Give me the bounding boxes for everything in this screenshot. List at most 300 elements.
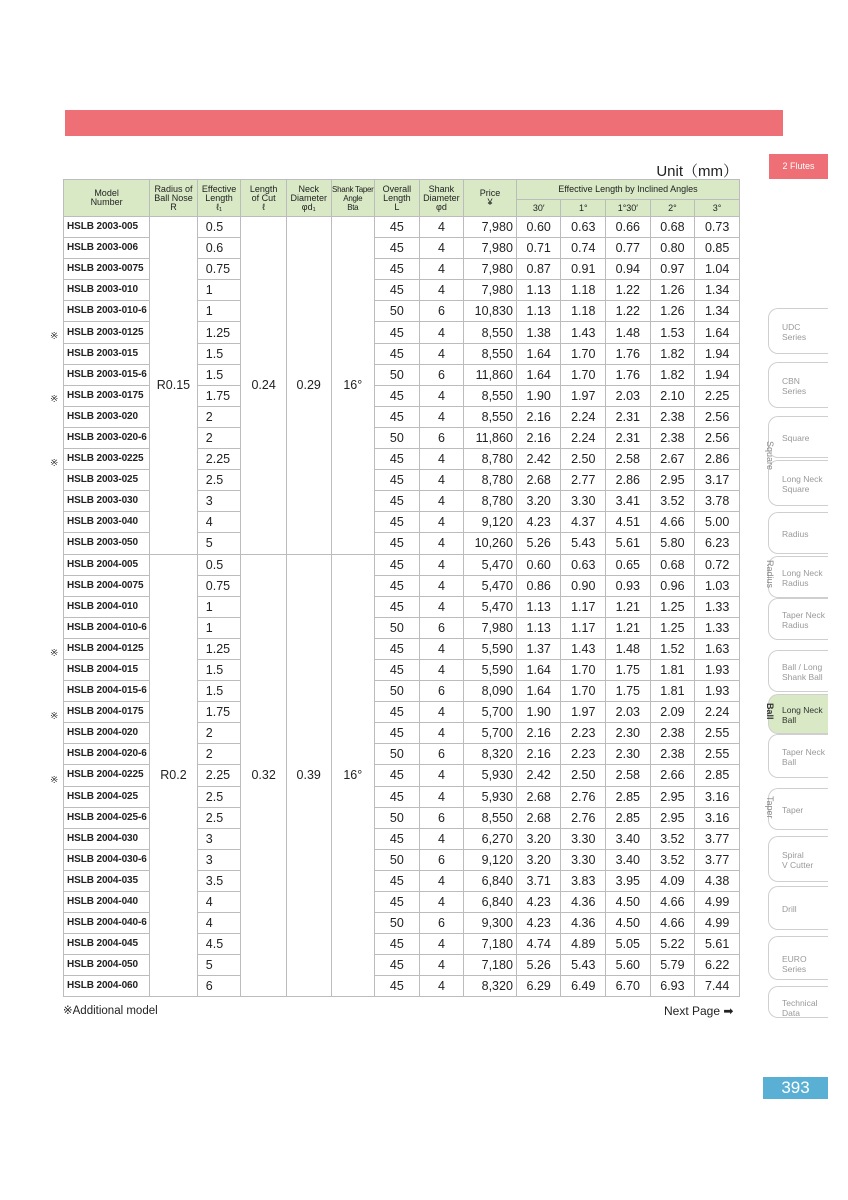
inclined-length: 2.85 [606, 807, 651, 828]
overall-length: 50 [375, 807, 420, 828]
price: 5,930 [464, 765, 517, 786]
effective-length: 2.25 [197, 449, 241, 470]
price: 7,980 [464, 217, 517, 238]
inclined-length: 2.38 [650, 744, 695, 765]
inclined-length: 1.70 [561, 659, 606, 680]
sidebar-tab-label: Long Neck [782, 705, 823, 715]
inclined-length: 2.24 [561, 427, 606, 448]
inclined-length: 2.76 [561, 786, 606, 807]
inclined-length: 1.81 [650, 659, 695, 680]
model-number: HSLB 2003-020-6 [64, 427, 150, 448]
vertical-label-square: Square [765, 441, 775, 471]
price: 5,470 [464, 596, 517, 617]
inclined-length: 2.58 [606, 449, 651, 470]
inclined-length: 4.66 [650, 512, 695, 533]
inclined-length: 3.52 [650, 849, 695, 870]
shank-diameter: 4 [419, 786, 464, 807]
price: 8,550 [464, 343, 517, 364]
shank-diameter: 6 [419, 364, 464, 385]
inclined-length: 5.00 [695, 512, 740, 533]
additional-model-mark: ※ [50, 394, 59, 406]
inclined-length: 0.94 [606, 259, 651, 280]
next-page-link[interactable] [664, 1004, 733, 1018]
inclined-length: 0.63 [561, 217, 606, 238]
inclined-length: 2.16 [516, 427, 561, 448]
inclined-length: 0.90 [561, 575, 606, 596]
spec-table [63, 179, 740, 997]
arrow-right-icon: ➡ [723, 1004, 734, 1018]
inclined-length: 1.38 [516, 322, 561, 343]
inclined-length: 1.33 [695, 596, 740, 617]
inclined-length: 4.99 [695, 892, 740, 913]
price: 11,860 [464, 364, 517, 385]
inclined-length: 2.55 [695, 723, 740, 744]
effective-length: 1.75 [197, 702, 241, 723]
header-effective-length: Effective Length ℓ₁ [197, 180, 241, 217]
sidebar-tab[interactable] [768, 362, 828, 408]
model-number: HSLB 2004-045 [64, 934, 150, 955]
overall-length: 45 [375, 702, 420, 723]
length-of-cut: 0.24 [241, 217, 287, 555]
effective-length: 1 [197, 280, 241, 301]
model-number: HSLB 2004-0175 [64, 702, 150, 723]
inclined-length: 1.64 [516, 364, 561, 385]
inclined-length: 0.85 [695, 238, 740, 259]
shank-diameter: 4 [419, 512, 464, 533]
model-number: HSLB 2004-0075 [64, 575, 150, 596]
shank-diameter: 4 [419, 470, 464, 491]
price: 7,980 [464, 238, 517, 259]
shank-diameter: 4 [419, 238, 464, 259]
shank-diameter: 4 [419, 659, 464, 680]
inclined-length: 2.95 [650, 470, 695, 491]
inclined-length: 4.50 [606, 892, 651, 913]
model-number: HSLB 2004-030 [64, 828, 150, 849]
effective-length: 2 [197, 744, 241, 765]
price: 8,090 [464, 681, 517, 702]
inclined-length: 1.52 [650, 638, 695, 659]
page-number: 393 [763, 1077, 828, 1099]
inclined-length: 2.85 [695, 765, 740, 786]
header-taper-angle: Shank Taper Angle Bta [331, 180, 375, 217]
inclined-length: 3.95 [606, 870, 651, 891]
inclined-length: 2.56 [695, 427, 740, 448]
inclined-length: 4.99 [695, 913, 740, 934]
model-number: HSLB 2004-025-6 [64, 807, 150, 828]
effective-length: 4 [197, 913, 241, 934]
inclined-length: 6.23 [695, 533, 740, 554]
price: 5,470 [464, 575, 517, 596]
overall-length: 45 [375, 786, 420, 807]
inclined-length: 1.94 [695, 343, 740, 364]
effective-length: 1.5 [197, 659, 241, 680]
effective-length: 2.5 [197, 470, 241, 491]
flutes-tab[interactable]: 2 Flutes [769, 154, 828, 179]
sidebar-tab-label: Shank Ball [782, 672, 823, 682]
inclined-length: 2.85 [606, 786, 651, 807]
price: 9,120 [464, 512, 517, 533]
sidebar-tab[interactable] [768, 836, 828, 882]
overall-length: 45 [375, 533, 420, 554]
model-number: HSLB 2003-030 [64, 491, 150, 512]
sidebar-tab[interactable] [768, 936, 828, 980]
model-number: HSLB 2003-010 [64, 280, 150, 301]
inclined-length: 1.64 [516, 681, 561, 702]
shank-diameter: 4 [419, 638, 464, 659]
model-number: HSLB 2003-0125 [64, 322, 150, 343]
model-number: HSLB 2003-006 [64, 238, 150, 259]
price: 9,300 [464, 913, 517, 934]
inclined-length: 1.63 [695, 638, 740, 659]
inclined-length: 1.93 [695, 681, 740, 702]
sidebar-tab-label: EURO Series [782, 954, 807, 974]
model-number: HSLB 2004-040 [64, 892, 150, 913]
header-length-of-cut: Length of Cut ℓ [241, 180, 287, 217]
price: 10,260 [464, 533, 517, 554]
overall-length: 45 [375, 470, 420, 491]
shank-diameter: 6 [419, 617, 464, 638]
shank-diameter: 6 [419, 681, 464, 702]
inclined-length: 1.13 [516, 301, 561, 322]
overall-length: 45 [375, 343, 420, 364]
model-number: HSLB 2004-030-6 [64, 849, 150, 870]
ball-radius: R0.2 [150, 554, 198, 997]
shank-diameter: 4 [419, 491, 464, 512]
inclined-length: 3.78 [695, 491, 740, 512]
inclined-length: 2.42 [516, 765, 561, 786]
header-inclined-angles: Effective Length by Inclined Angles [516, 180, 739, 200]
header-neck-diameter: Neck Diameter φd₁ [286, 180, 331, 217]
inclined-length: 2.24 [695, 702, 740, 723]
model-number: HSLB 2003-015 [64, 343, 150, 364]
inclined-length: 4.66 [650, 892, 695, 913]
inclined-length: 1.17 [561, 617, 606, 638]
overall-length: 45 [375, 280, 420, 301]
shank-diameter: 4 [419, 765, 464, 786]
inclined-length: 1.18 [561, 301, 606, 322]
inclined-length: 2.23 [561, 744, 606, 765]
inclined-length: 2.55 [695, 744, 740, 765]
overall-length: 50 [375, 364, 420, 385]
inclined-length: 0.87 [516, 259, 561, 280]
inclined-length: 5.43 [561, 955, 606, 976]
inclined-length: 2.23 [561, 723, 606, 744]
inclined-length: 1.22 [606, 280, 651, 301]
sidebar-tab-label: Taper Neck [782, 747, 825, 757]
inclined-length: 5.22 [650, 934, 695, 955]
model-number: HSLB 2003-010-6 [64, 301, 150, 322]
effective-length: 1.5 [197, 681, 241, 702]
effective-length: 2 [197, 427, 241, 448]
header-price: Price ¥ [464, 180, 517, 217]
inclined-length: 2.50 [561, 765, 606, 786]
shank-diameter: 4 [419, 533, 464, 554]
overall-length: 50 [375, 301, 420, 322]
sidebar-tab[interactable] [768, 556, 828, 598]
shank-diameter: 4 [419, 723, 464, 744]
inclined-length: 1.17 [561, 596, 606, 617]
table-row [64, 217, 740, 238]
inclined-length: 1.34 [695, 301, 740, 322]
inclined-length: 2.09 [650, 702, 695, 723]
inclined-length: 1.97 [561, 385, 606, 406]
price: 5,590 [464, 638, 517, 659]
sidebar-tab[interactable] [768, 512, 828, 554]
overall-length: 45 [375, 596, 420, 617]
sidebar-tab-label: Ball [782, 757, 797, 767]
sidebar-tab-label: Taper Neck [782, 610, 825, 620]
effective-length: 5 [197, 955, 241, 976]
inclined-length: 4.23 [516, 913, 561, 934]
inclined-length: 2.30 [606, 723, 651, 744]
inclined-length: 3.16 [695, 786, 740, 807]
inclined-length: 4.36 [561, 892, 606, 913]
inclined-length: 1.70 [561, 364, 606, 385]
sidebar-tab[interactable] [768, 886, 828, 930]
inclined-length: 1.25 [650, 617, 695, 638]
shank-diameter: 4 [419, 575, 464, 596]
shank-taper-angle: 16° [331, 217, 375, 555]
inclined-length: 2.95 [650, 807, 695, 828]
model-number: HSLB 2003-0075 [64, 259, 150, 280]
sidebar-tab[interactable] [768, 694, 828, 734]
inclined-length: 4.51 [606, 512, 651, 533]
price: 8,550 [464, 807, 517, 828]
shank-diameter: 4 [419, 702, 464, 723]
additional-model-mark: ※ [50, 457, 59, 469]
effective-length: 3.5 [197, 870, 241, 891]
sidebar-tab-label: Square [782, 484, 810, 494]
inclined-length: 1.37 [516, 638, 561, 659]
inclined-length: 1.82 [650, 343, 695, 364]
inclined-length: 1.81 [650, 681, 695, 702]
sidebar-tab-label: Technical Data [782, 998, 818, 1018]
inclined-length: 0.86 [516, 575, 561, 596]
overall-length: 45 [375, 491, 420, 512]
sidebar-tab[interactable] [768, 416, 828, 458]
inclined-length: 1.48 [606, 322, 651, 343]
inclined-length: 2.50 [561, 449, 606, 470]
inclined-length: 1.90 [516, 385, 561, 406]
inclined-length: 1.34 [695, 280, 740, 301]
sidebar-tab[interactable] [768, 598, 828, 640]
inclined-length: 2.31 [606, 427, 651, 448]
shank-diameter: 4 [419, 870, 464, 891]
effective-length: 4 [197, 892, 241, 913]
inclined-length: 1.43 [561, 638, 606, 659]
inclined-length: 1.90 [516, 702, 561, 723]
additional-model-mark: ※ [50, 648, 59, 659]
inclined-length: 1.76 [606, 364, 651, 385]
effective-length: 5 [197, 533, 241, 554]
inclined-length: 0.60 [516, 554, 561, 575]
inclined-length: 2.16 [516, 406, 561, 427]
model-number: HSLB 2003-005 [64, 217, 150, 238]
overall-length: 45 [375, 575, 420, 596]
model-number: HSLB 2004-035 [64, 870, 150, 891]
neck-diameter: 0.39 [286, 554, 331, 997]
shank-diameter: 4 [419, 259, 464, 280]
inclined-length: 5.60 [606, 955, 651, 976]
overall-length: 45 [375, 449, 420, 470]
effective-length: 3 [197, 491, 241, 512]
inclined-length: 4.50 [606, 913, 651, 934]
sidebar-tab[interactable] [768, 986, 828, 1018]
inclined-length: 2.42 [516, 449, 561, 470]
shank-diameter: 4 [419, 280, 464, 301]
model-number: HSLB 2004-015-6 [64, 681, 150, 702]
inclined-length: 2.68 [516, 470, 561, 491]
price: 5,930 [464, 786, 517, 807]
header-angle-2deg: 2° [650, 200, 695, 217]
model-number: HSLB 2004-015 [64, 659, 150, 680]
inclined-length: 1.26 [650, 301, 695, 322]
inclined-length: 5.43 [561, 533, 606, 554]
inclined-length: 3.20 [516, 849, 561, 870]
sidebar-tab[interactable] [768, 308, 828, 354]
inclined-length: 1.64 [516, 343, 561, 364]
effective-length: 1.5 [197, 343, 241, 364]
shank-diameter: 4 [419, 343, 464, 364]
inclined-length: 2.30 [606, 744, 651, 765]
spec-table-body [64, 217, 740, 997]
inclined-length: 1.43 [561, 322, 606, 343]
length-of-cut: 0.32 [241, 554, 287, 997]
overall-length: 45 [375, 870, 420, 891]
inclined-length: 5.26 [516, 533, 561, 554]
inclined-length: 3.77 [695, 828, 740, 849]
inclined-length: 2.67 [650, 449, 695, 470]
inclined-length: 1.70 [561, 681, 606, 702]
overall-length: 50 [375, 744, 420, 765]
price: 8,550 [464, 322, 517, 343]
inclined-length: 2.76 [561, 807, 606, 828]
sidebar-tab-label: Radius [782, 620, 809, 630]
inclined-length: 2.03 [606, 385, 651, 406]
inclined-length: 2.86 [695, 449, 740, 470]
model-number: HSLB 2004-060 [64, 976, 150, 997]
overall-length: 45 [375, 638, 420, 659]
overall-length: 50 [375, 849, 420, 870]
model-number: HSLB 2003-0225 [64, 449, 150, 470]
effective-length: 6 [197, 976, 241, 997]
inclined-length: 0.93 [606, 575, 651, 596]
inclined-length: 2.38 [650, 427, 695, 448]
inclined-length: 3.20 [516, 828, 561, 849]
inclined-length: 1.21 [606, 617, 651, 638]
ball-radius: R0.15 [150, 217, 198, 555]
inclined-length: 0.68 [650, 217, 695, 238]
effective-length: 1 [197, 596, 241, 617]
model-number: HSLB 2004-0125 [64, 638, 150, 659]
inclined-length: 1.04 [695, 259, 740, 280]
inclined-length: 0.97 [650, 259, 695, 280]
effective-length: 0.5 [197, 554, 241, 575]
model-number: HSLB 2003-015-6 [64, 364, 150, 385]
shank-diameter: 4 [419, 217, 464, 238]
shank-diameter: 4 [419, 449, 464, 470]
header-overall-length: Overall Length L [375, 180, 420, 217]
shank-diameter: 4 [419, 554, 464, 575]
inclined-length: 6.22 [695, 955, 740, 976]
shank-diameter: 4 [419, 892, 464, 913]
price: 8,320 [464, 976, 517, 997]
inclined-length: 0.80 [650, 238, 695, 259]
inclined-length: 3.20 [516, 491, 561, 512]
inclined-length: 3.30 [561, 491, 606, 512]
inclined-length: 0.68 [650, 554, 695, 575]
sidebar-tab-label: Long Neck [782, 568, 823, 578]
inclined-length: 3.77 [695, 849, 740, 870]
price: 6,840 [464, 892, 517, 913]
sidebar-tab-label: Series [782, 386, 807, 396]
inclined-length: 0.65 [606, 554, 651, 575]
shank-diameter: 4 [419, 955, 464, 976]
sidebar-tab[interactable] [768, 734, 828, 778]
sidebar-tab-label: Taper [782, 805, 804, 815]
inclined-length: 1.93 [695, 659, 740, 680]
inclined-length: 2.68 [516, 786, 561, 807]
effective-length: 2 [197, 406, 241, 427]
shank-diameter: 6 [419, 301, 464, 322]
shank-diameter: 6 [419, 744, 464, 765]
inclined-length: 1.21 [606, 596, 651, 617]
inclined-length: 0.73 [695, 217, 740, 238]
sidebar-tab-label: Spiral [782, 850, 804, 860]
effective-length: 1.5 [197, 364, 241, 385]
inclined-length: 1.22 [606, 301, 651, 322]
sidebar-tab[interactable] [768, 788, 828, 830]
inclined-length: 1.75 [606, 681, 651, 702]
overall-length: 45 [375, 723, 420, 744]
inclined-length: 0.91 [561, 259, 606, 280]
inclined-length: 4.36 [561, 913, 606, 934]
inclined-length: 0.71 [516, 238, 561, 259]
inclined-length: 2.77 [561, 470, 606, 491]
inclined-length: 3.83 [561, 870, 606, 891]
effective-length: 1.75 [197, 385, 241, 406]
effective-length: 2.25 [197, 765, 241, 786]
inclined-length: 6.49 [561, 976, 606, 997]
next-page-label: Next Page [664, 1004, 721, 1018]
inclined-length: 6.93 [650, 976, 695, 997]
inclined-length: 1.75 [606, 659, 651, 680]
sidebar-tab[interactable] [768, 460, 828, 506]
price: 5,700 [464, 723, 517, 744]
inclined-length: 1.82 [650, 364, 695, 385]
sidebar-tab-label: Radius [782, 578, 809, 588]
inclined-length: 3.30 [561, 849, 606, 870]
sidebar-tab-label: UDC [782, 322, 801, 332]
overall-length: 45 [375, 238, 420, 259]
effective-length: 3 [197, 828, 241, 849]
inclined-length: 1.64 [516, 659, 561, 680]
sidebar-tab[interactable] [768, 650, 828, 692]
model-number: HSLB 2003-0175 [64, 385, 150, 406]
price: 11,860 [464, 427, 517, 448]
inclined-length: 1.33 [695, 617, 740, 638]
model-number: HSLB 2004-020 [64, 723, 150, 744]
inclined-length: 3.41 [606, 491, 651, 512]
inclined-length: 3.52 [650, 491, 695, 512]
price: 8,550 [464, 385, 517, 406]
inclined-length: 0.63 [561, 554, 606, 575]
inclined-length: 6.70 [606, 976, 651, 997]
price: 5,700 [464, 702, 517, 723]
effective-length: 1.25 [197, 322, 241, 343]
inclined-length: 2.56 [695, 406, 740, 427]
overall-length: 45 [375, 259, 420, 280]
